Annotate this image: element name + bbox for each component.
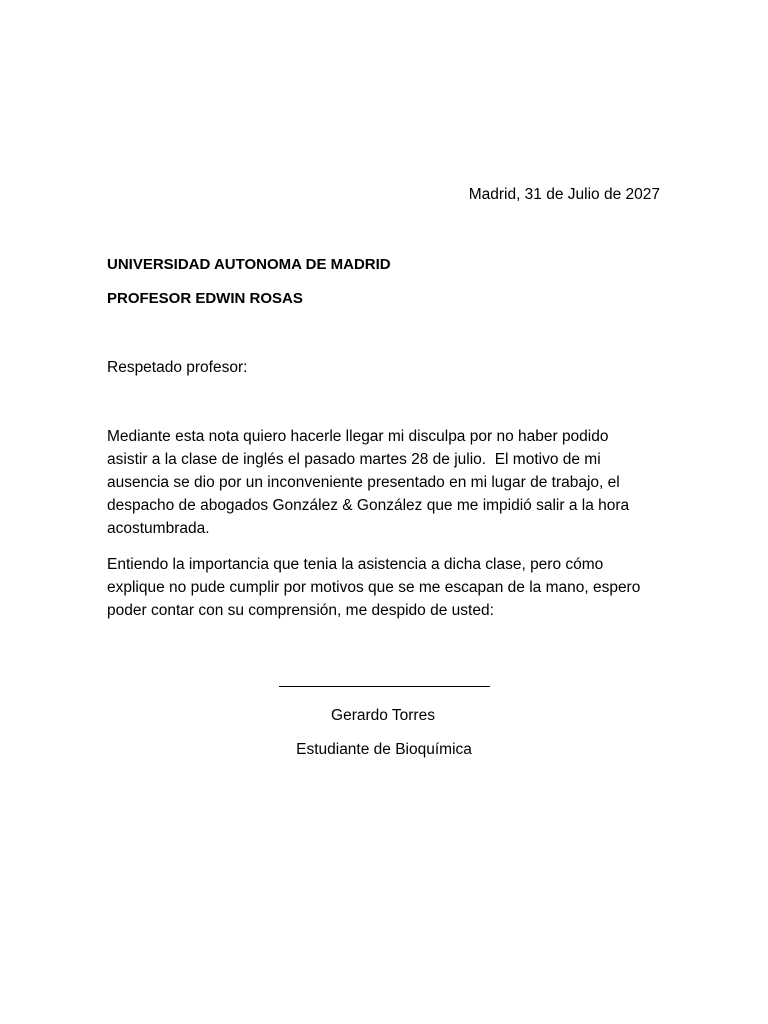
paragraph-1-line-2: asistir a la clase de inglés el pasado martes 28 de julio. El motivo de mi: [107, 451, 601, 468]
salutation: Respetado profesor:: [107, 359, 248, 376]
signer-name: Gerardo Torres: [331, 707, 435, 724]
letter-date: Madrid, 31 de Julio de 2027: [468, 186, 660, 203]
paragraph-2-line-1: Entiendo la importancia que tenia la asistencia a dicha clase, pero cómo: [107, 556, 604, 573]
paragraph-2-line-2: explique no pude cumplir por motivos que se me escapan de la mano, espero: [107, 579, 641, 596]
paragraph-1-line-4: despacho de abogados González & González que me impidió salir a la hora: [107, 497, 630, 514]
paragraph-1-line-1: Mediante esta nota quiero hacerle llegar mi disculpa por no haber podido: [107, 428, 609, 445]
paragraph-1-line-5: acostumbrada.: [107, 520, 210, 537]
signer-title: Estudiante de Bioquímica: [296, 741, 472, 758]
paragraph-2-line-3: poder contar con su comprensión, me despido de usted:: [107, 602, 494, 619]
recipient-institution: UNIVERSIDAD AUTONOMA DE MADRID: [107, 256, 391, 273]
paragraph-1-line-3: ausencia se dio por un inconveniente presentado en mi lugar de trabajo, el: [107, 474, 620, 491]
signature-line: [279, 686, 490, 687]
recipient-professor: PROFESOR EDWIN ROSAS: [107, 290, 303, 307]
